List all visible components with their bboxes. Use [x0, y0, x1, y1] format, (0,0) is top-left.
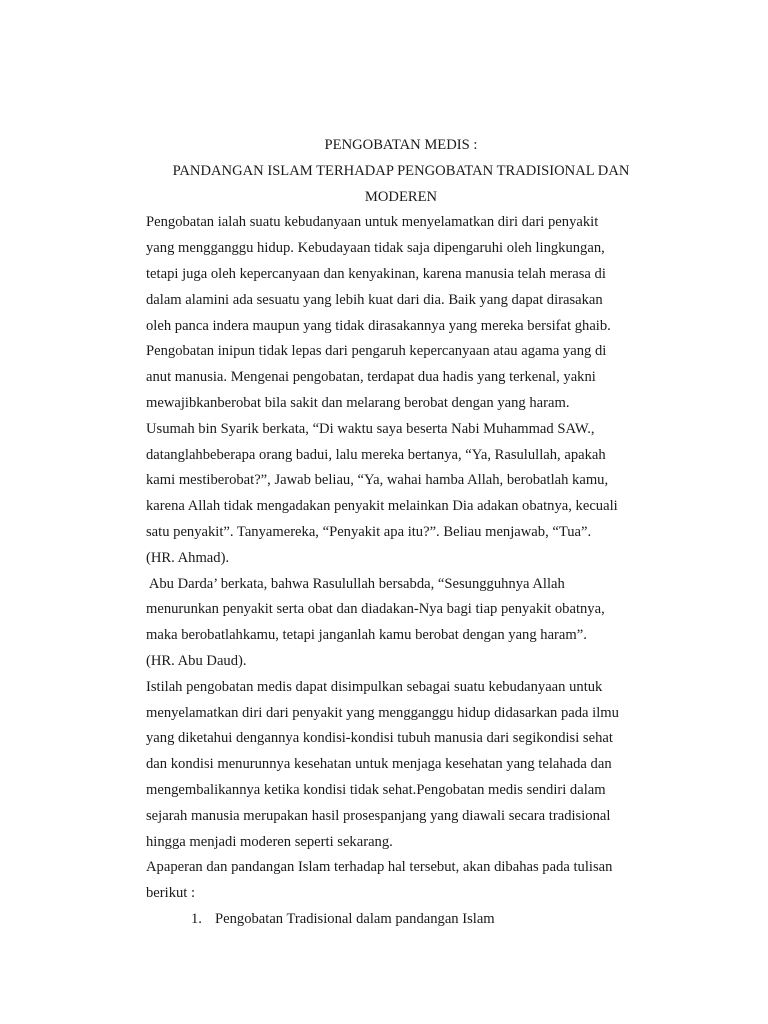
text-line: yang mengganggu hidup. Kebudayaan tidak saja dipengaruhi oleh lingkungan,	[146, 240, 605, 257]
subtitle-line: PANDANGAN ISLAM TERHADAP PENGOBATAN TRADISIONAL DAN	[172, 162, 630, 179]
list-item-number: 1.	[191, 910, 202, 927]
text-line: oleh panca indera maupun yang tidak dirasakannya yang mereka bersifat ghaib.	[146, 317, 611, 334]
document-body	[146, 133, 656, 933]
text-line: hingga menjadi moderen seperti sekarang.	[146, 833, 393, 850]
text-line: maka berobatlahkamu, tetapi janganlah kamu berobat dengan yang haram”.	[146, 627, 587, 644]
text-line: tetapi juga oleh kepercanyaan dan kenyakinan, karena manusia telah merasa di	[146, 265, 606, 282]
text-line: Pengobatan inipun tidak lepas dari pengaruh kepercanyaan atau agama yang di	[146, 343, 607, 360]
text-line: yang diketahui dengannya kondisi-kondisi tubuh manusia dari segikondisi sehat	[146, 730, 613, 747]
text-line: dalam alamini ada sesuatu yang lebih kuat dari dia. Baik yang dapat dirasakan	[146, 291, 603, 308]
paragraph-definition	[146, 675, 656, 856]
text-line: mengembalikannya ketika kondisi tidak sehat.Pengobatan medis sendiri dalam	[146, 781, 606, 798]
document-title: PENGOBATAN MEDIS :	[324, 137, 478, 153]
text-line: (HR. Ahmad).	[146, 549, 230, 566]
list-item-text: Pengobatan Tradisional dalam pandangan Islam	[215, 910, 495, 927]
paragraph-outline-intro	[146, 855, 656, 907]
paragraph-hadith-abu-daud	[146, 572, 656, 675]
document-subtitle	[130, 159, 672, 211]
list-item	[146, 907, 656, 933]
text-line: menyelamatkan diri dari penyakit yang mengganggu hidup didasarkan pada ilmu	[146, 704, 619, 721]
paragraph-intro	[146, 210, 656, 416]
text-line: (HR. Abu Daud).	[146, 652, 247, 669]
text-line: satu penyakit”. Tanyamereka, “Penyakit apa itu?”. Beliau menjawab, “Tua”.	[146, 523, 592, 540]
text-line: kami mestiberobat?”, Jawab beliau, “Ya, wahai hamba Allah, berobatlah kamu,	[146, 472, 609, 489]
paragraph-hadith-ahmad	[146, 417, 656, 572]
text-line: Pengobatan ialah suatu kebudanyaan untuk menyelamatkan diri dari penyakit	[146, 214, 599, 231]
text-line: dan kondisi menurunnya kesehatan untuk menjaga kesehatan yang telahada dan	[146, 756, 612, 773]
subtitle-line: MODEREN	[364, 188, 438, 205]
text-line: Abu Darda’ berkata, bahwa Rasulullah bersabda, “Sesungguhnya Allah	[146, 575, 565, 592]
text-line: karena Allah tidak mengadakan penyakit melainkan Dia adakan obatnya, kecuali	[146, 498, 618, 515]
text-line: menurunkan penyakit serta obat dan diadakan-Nya bagi tiap penyakit obatnya,	[146, 601, 605, 618]
text-line: Usumah bin Syarik berkata, “Di waktu saya beserta Nabi Muhammad SAW.,	[146, 420, 595, 437]
text-line: berikut :	[146, 885, 196, 902]
text-line: anut manusia. Mengenai pengobatan, terdapat dua hadis yang terkenal, yakni	[146, 369, 596, 386]
text-line: datanglahbeberapa orang badui, lalu mereka bertanya, “Ya, Rasulullah, apakah	[146, 446, 606, 463]
text-line: mewajibkanberobat bila sakit dan melarang berobat dengan yang haram.	[146, 394, 570, 411]
text-line: Istilah pengobatan medis dapat disimpulkan sebagai suatu kebudanyaan untuk	[146, 678, 603, 695]
text-line: sejarah manusia merupakan hasil prosespanjang yang diawali secara tradisional	[146, 807, 611, 824]
text-line: Apaperan dan pandangan Islam terhadap hal tersebut, akan dibahas pada tulisan	[146, 859, 613, 876]
